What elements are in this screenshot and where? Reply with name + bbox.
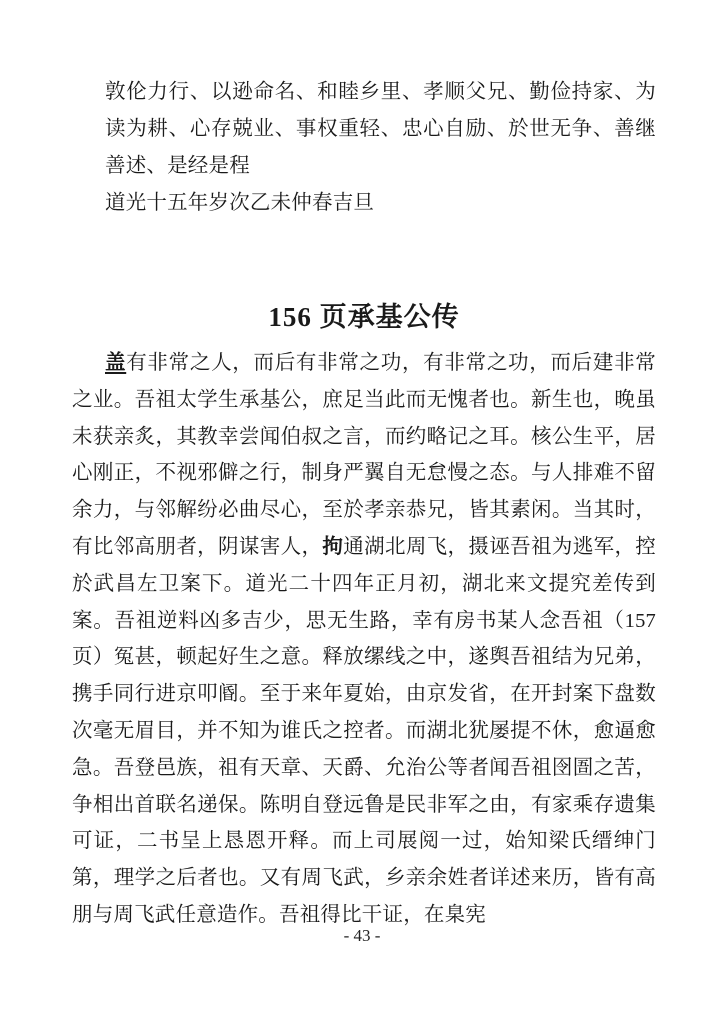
bold-char-emphasis: 拘 — [322, 535, 344, 558]
body-paragraph — [72, 345, 656, 934]
section-heading: 156 页承基公传 — [268, 302, 460, 332]
intro-block — [72, 74, 656, 222]
body-segment-2: 通湖北周飞，摄诬吾祖为逃军，控於武昌左卫案下。道光二十四年正月初，湖北来文提究差传到案。吾祖逆料凶多吉少，思无生路，幸有房书某人念吾祖（157 页）冤甚，顿起好生之意。释放缧线之中，遂舆吾祖结为兄弟，携手同行进京叩阍。至于来年夏始，由京发省，在开封案下盘数次毫无眉目，并不知为谁氏之控者。而湖北犹屡提不休，愈逼愈急。吾登邑族，祖有天章、天爵、允治公等者闻吾祖囹圄之苦，争相出首联名递保。陈明自登远鲁是民非军之由，有家乘存遗集可证，二书呈上恳恩开释。而上司展阅一过，始知梁氏缙绅门第，理学之后者也。又有周飞武，乡亲余姓者详述来历，皆有高朋与周飞武任意造作。吾祖得比干证，在臬宪 — [72, 535, 657, 926]
lead-char-emphasis: 盖 — [105, 352, 127, 374]
body-segment-1: 有非常之人，而后有非常之功，有非常之功，而后建非常之业。吾祖太学生承基公，庶足当此而无愧者也。新生也，晚虽未获亲炙，其教幸尝闻伯叔之言，而约略记之耳。核公生平，居心刚正，不视邪僻之行，制身严翼自无怠慢之态。与人排难不留余力，与邻解纷必曲尽心，至於孝亲恭兄，皆其素闲。当其时，有比邻高朋者，阴谋害人， — [72, 352, 657, 558]
intro-paragraph-list: 敦伦力行、以逊命名、和睦乡里、孝顺父兄、勤俭持家、为读为耕、心存兢业、事权重轻、忠心自励、於世无争、善继善述、是经是程 — [105, 81, 656, 177]
page-number: - 43 - — [343, 926, 381, 945]
intro-paragraph-date: 道光十五年岁次乙未仲春吉旦 — [105, 192, 375, 214]
page-content — [72, 0, 656, 934]
